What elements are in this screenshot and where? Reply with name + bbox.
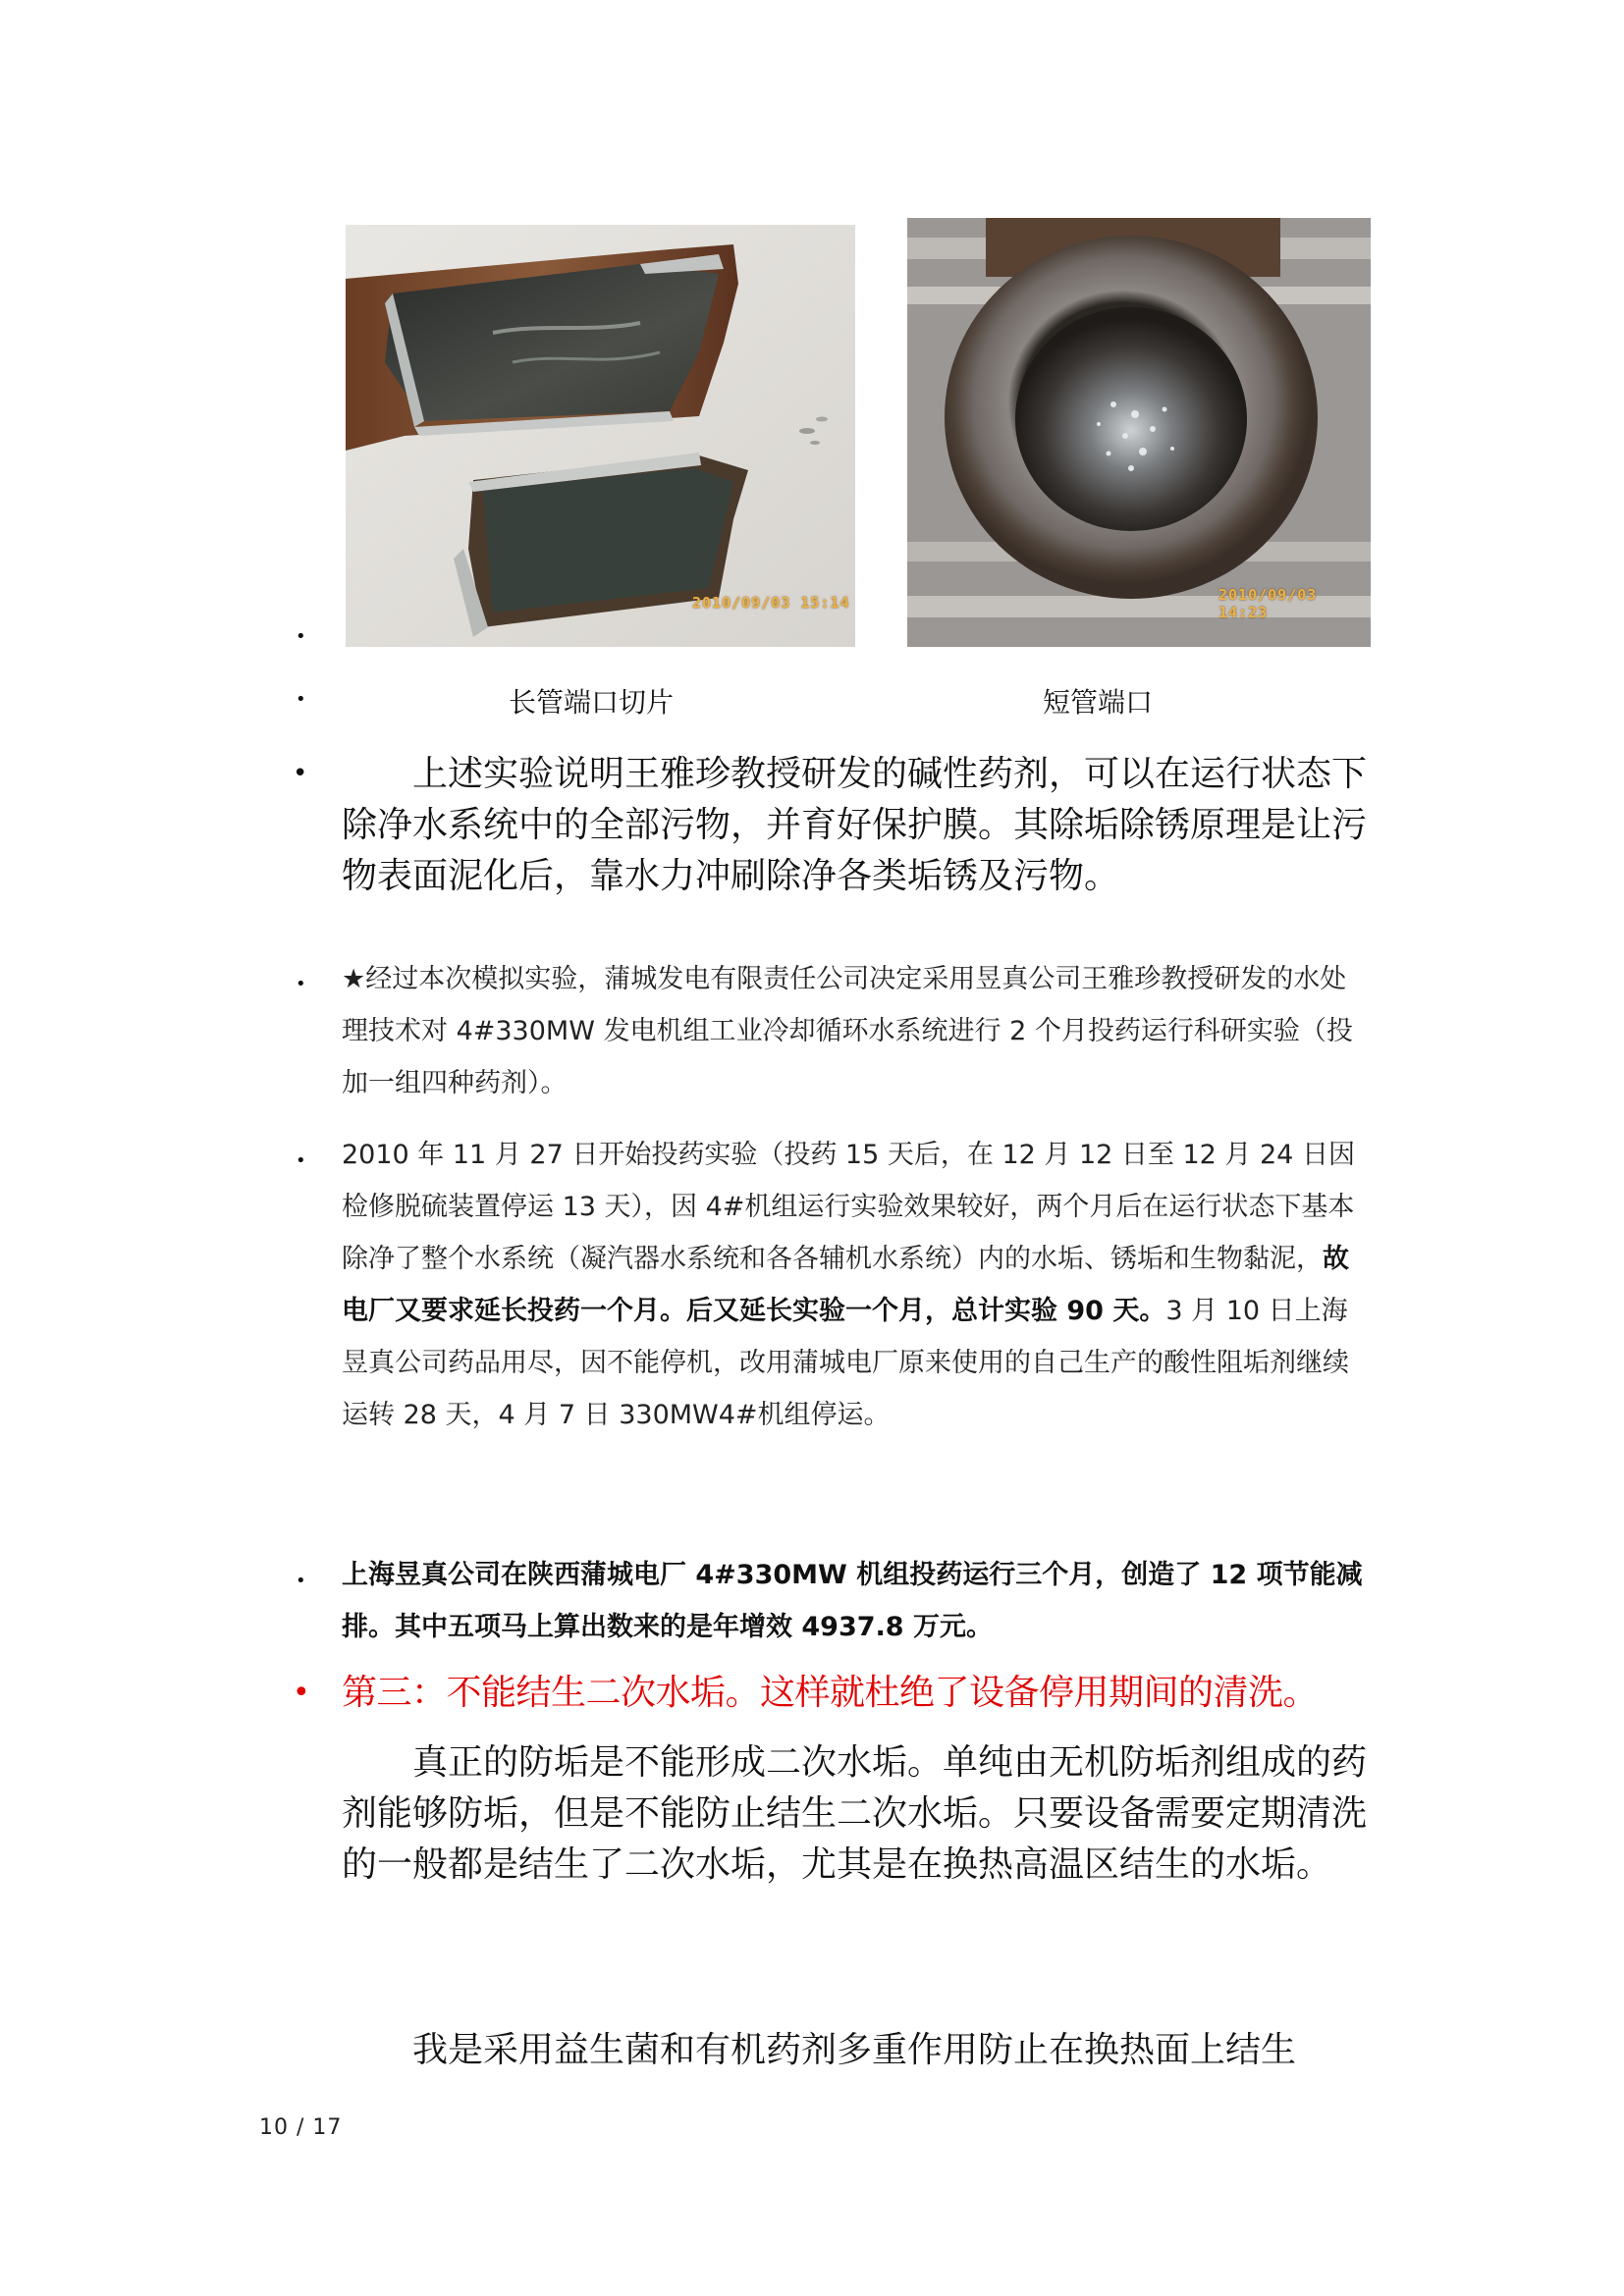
- page-number: 10 / 17: [259, 2115, 343, 2140]
- photo-timestamp: 2010/09/03 15:14: [692, 594, 850, 612]
- paragraph-decision: ★经过本次模拟实验，蒲城发电有限责任公司决定采用昱真公司王雅珍教授研发的水处理技术对 4#330MW 发电机组工业冷却循环水系统进行 2 个月投药运行科研实验（投加一组四种药剂）。: [342, 964, 1353, 1098]
- photo-timestamp: 2010/09/03 14:23: [1218, 586, 1318, 621]
- paragraph-secondary-scale: 真正的防垢是不能形成二次水垢。单纯由无机防垢剂组成的药剂能够防垢，但是不能防止结生二次水垢。只要设备需要定期清洗的一般都是结生了二次水垢，尤其是在换热高温区结生的水垢。: [342, 1742, 1368, 1885]
- long-pipe-cut-image: [346, 225, 855, 647]
- left-photo-caption: 长管端口切片: [509, 686, 675, 719]
- bullet-marker: •: [296, 974, 306, 994]
- heading-third-point: 第三：不能结生二次水垢。这样就杜绝了设备停用期间的清洗。: [342, 1673, 1319, 1713]
- bullet-marker: •: [293, 759, 308, 788]
- results-text: 上海昱真公司在陕西蒲城电厂 4#330MW 机组投药运行三个月，创造了 12 项节能减排。其中五项马上算出数来的是年增效 4937.8 万元。: [342, 1560, 1363, 1642]
- paragraph-method: 我是采用益生菌和有机药剂多重作用防止在换热面上结生: [412, 2030, 1297, 2070]
- bullet-marker: •: [293, 1676, 310, 1710]
- bullet-marker: •: [296, 626, 306, 647]
- paragraph-experiment-conclusion: 上述实验说明王雅珍教授研发的碱性药剂，可以在运行状态下除净水系统中的全部污物，并育好保护膜。其除垢除锈原理是让污物表面泥化后，靠水力冲刷除净各类垢锈及污物。: [342, 754, 1368, 896]
- paragraph-results: [342, 1549, 1382, 1653]
- trial-end-text: 3 月 10 日上海昱真公司药品用尽，因不能停机，改用蒲城电厂原来使用的自己生产的酸性阻垢剂继续运转 28 天，4 月 7 日 330MW4#机组停运。: [342, 1296, 1349, 1430]
- paragraph-trial-timeline: [342, 1129, 1373, 1441]
- right-photo-caption: 短管端口: [1043, 686, 1154, 719]
- bullet-marker: •: [296, 1150, 306, 1171]
- long-pipe-cut-photo: [346, 225, 855, 647]
- trial-timeline-text: 2010 年 11 月 27 日开始投药实验（投药 15 天后，在 12 月 12 日至 12 月 24 日因检修脱硫装置停运 13 天），因 4#机组运行实验效果较好，两个月后在运行状态下基本除净了整个水系统（凝汽器水系统和各各辅机水系统）内的水垢、锈垢和生物黏泥，: [342, 1140, 1355, 1274]
- bullet-marker: •: [296, 689, 306, 710]
- bullet-marker: •: [296, 1571, 306, 1591]
- short-pipe-end-photo: [907, 218, 1371, 647]
- trial-extension-bold: 故电厂又要求延长投药一个月。后又延长实验一个月，总计实验 90 天。: [342, 1244, 1349, 1326]
- short-pipe-end-image: [907, 218, 1371, 647]
